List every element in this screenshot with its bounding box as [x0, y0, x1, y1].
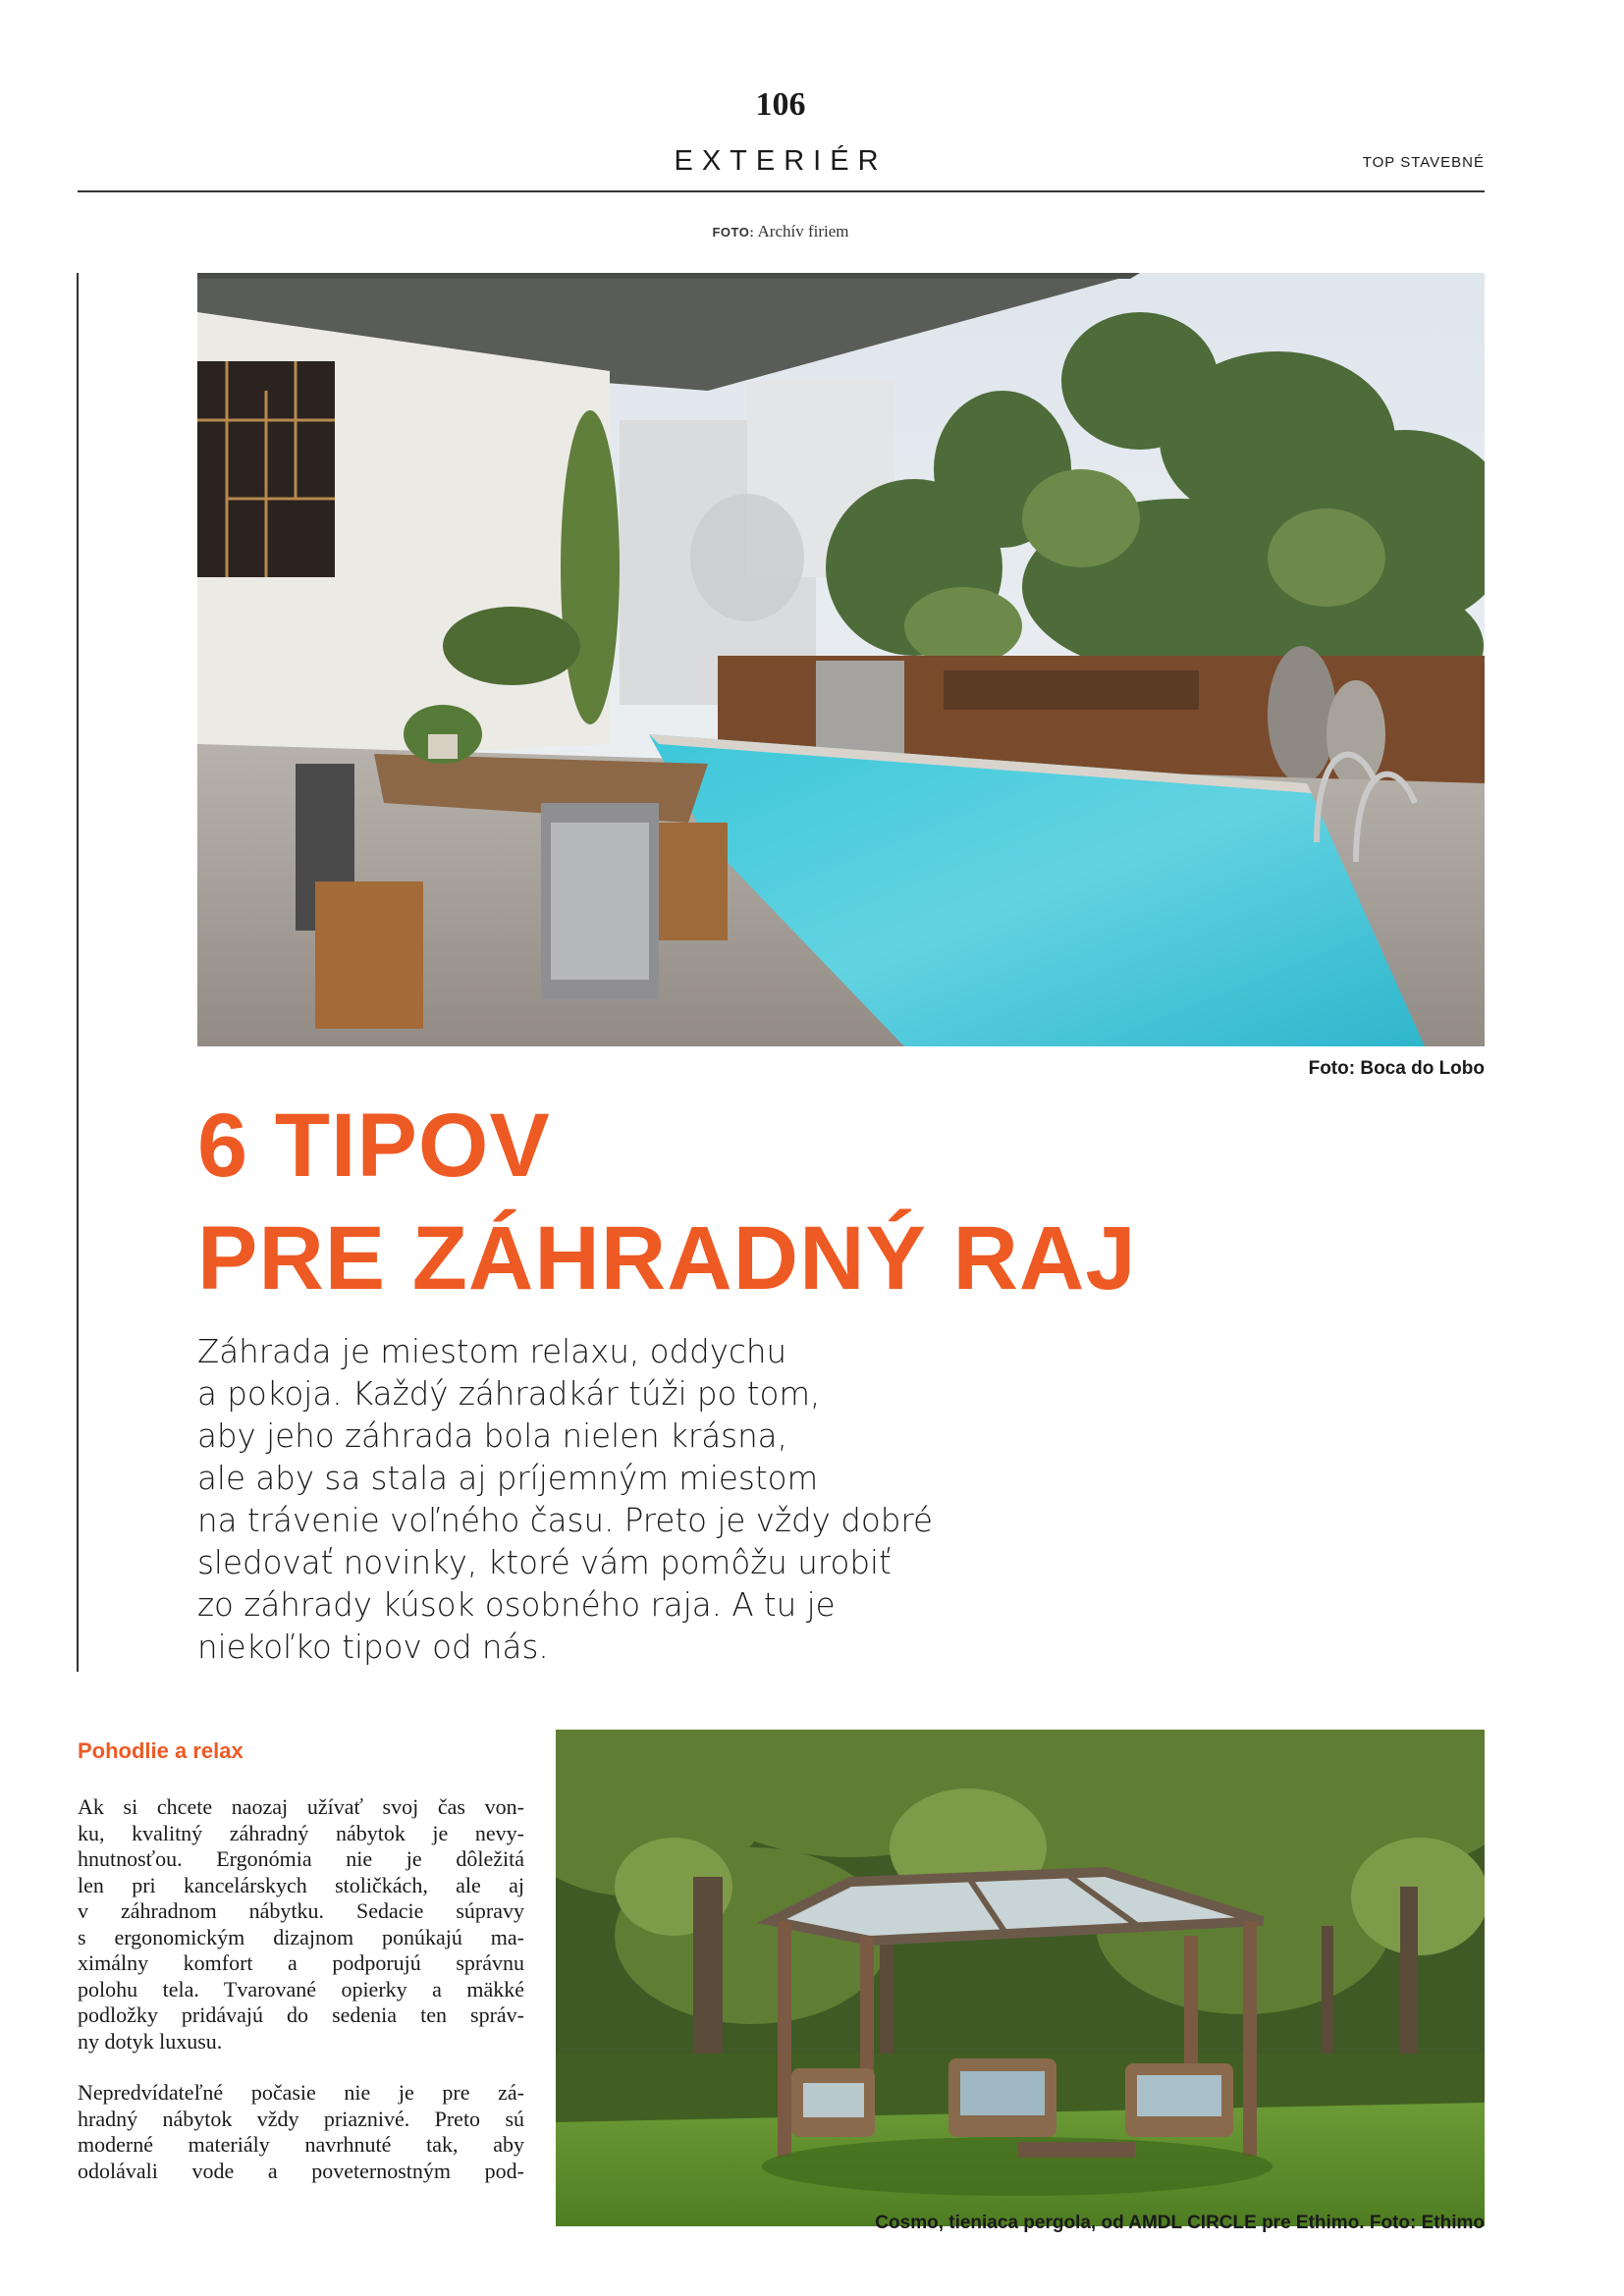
paragraph-1 — [78, 1794, 524, 2055]
magazine-name: TOP STAVEBNÉ — [1362, 154, 1485, 171]
body-line: odolávali vode a poveternostným pod- — [78, 2158, 524, 2183]
paragraph-2 — [78, 2080, 524, 2184]
lead-line: ale aby sa stala aj príjemným miestom — [197, 1460, 819, 1497]
page-number: 106 — [755, 86, 806, 123]
body-line: hradný nábytok vždy priaznivé. Preto sú — [78, 2106, 524, 2131]
body-line: hnutnosťou. Ergonómia nie je dôležitá — [78, 1846, 524, 1871]
photo-credit-value: Archív firiem — [757, 222, 849, 240]
body-line: Nepredvídateľné počasie nie je pre zá- — [78, 2080, 524, 2105]
body-line: len pri kancelárskych stoličkách, ale aj — [78, 1872, 524, 1897]
headline-line: 6 TIPOV — [197, 1095, 551, 1196]
lead-line: sledovať novinky, ktoré vám pomôžu urobiť — [197, 1544, 892, 1581]
section-subhead: Pohodlie a relax — [78, 1738, 244, 1763]
section-title: EXTERIÉR — [674, 145, 888, 177]
body-line: polohu tela. Tvarované opierky a mäkké — [78, 1976, 524, 2002]
body-line: ximálny komfort a podporujú správnu — [78, 1950, 524, 1975]
hero-pool-photo — [197, 273, 1485, 1046]
body-line: ny dotyk luxusu. — [78, 2028, 223, 2054]
lead-line: zo záhrady kúsok osobného raja. A tu je — [197, 1586, 836, 1624]
body-line: v záhradnom nábytku. Sedacie súpravy — [78, 1898, 524, 1923]
vertical-divider — [77, 273, 79, 1672]
article-headline — [197, 1090, 1474, 1315]
photo-credit-label: FOTO: — [712, 225, 755, 240]
headline-line: PRE ZÁHRADNÝ RAJ — [197, 1208, 1137, 1308]
body-line: moderné materiály navrhnuté tak, aby — [78, 2132, 524, 2157]
lead-line: na trávenie voľného času. Preto je vždy dobré — [197, 1502, 933, 1539]
lead-line: aby jeho záhrada bola nielen krásna, — [197, 1417, 787, 1455]
pergola-photo — [556, 1730, 1485, 2226]
body-line: s ergonomickým dizajnom ponúkajú ma- — [78, 1924, 524, 1949]
lead-line: a pokoja. Každý záhradkár túži po tom, — [197, 1375, 821, 1413]
lead-line: niekoľko tipov od nás. — [197, 1629, 549, 1666]
lead-line: Záhrada je miestom relaxu, oddychu — [197, 1333, 787, 1370]
body-line: ku, kvalitný záhradný nábytok je nevy- — [78, 1820, 524, 1845]
body-line: podložky pridávajú do sedenia ten správ- — [78, 2002, 524, 2027]
photo-credit — [0, 222, 1561, 241]
hero-photo-caption: Foto: Boca do Lobo — [1308, 1058, 1485, 1079]
garden-pergola-illustration — [556, 1730, 1485, 2226]
header-divider — [78, 190, 1485, 192]
pergola-photo-caption: Cosmo, tieniaca pergola, od AMDL CIRCLE pre Ethimo. Foto: Ethimo — [875, 2213, 1485, 2233]
article-lead — [197, 1331, 1081, 1669]
body-line: Ak si chcete naozaj užívať svoj čas von- — [78, 1794, 524, 1819]
body-text-column — [78, 1794, 524, 2210]
pool-terrace-illustration — [197, 273, 1485, 1046]
